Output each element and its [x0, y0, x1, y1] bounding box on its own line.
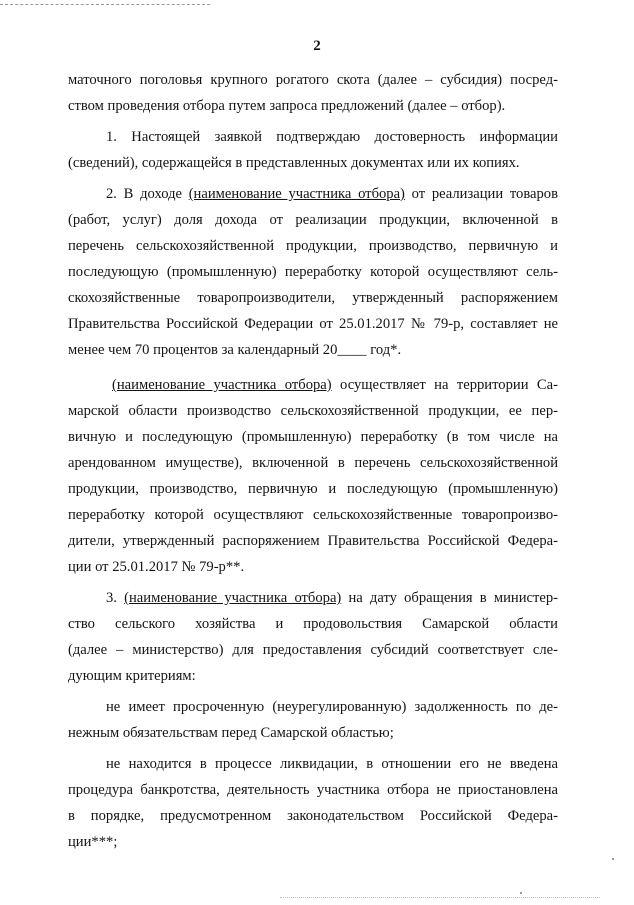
text-line: ством проведения отбора путем запроса предложений (далее – отбор). — [68, 98, 506, 114]
text-line: в порядке, предусмотренном законодательством Российской Федера- — [68, 808, 558, 824]
text-line: Правительства Российской Федерации от 25.01.2017 № 79-р, составляет не — [68, 316, 558, 332]
participant-name-placeholder: (наименование участника отбора) — [124, 590, 342, 606]
text-fragment: осуществляет на территории Са- — [331, 377, 558, 393]
text-line: процедура банкротства, деятельность участника отбора не приостановлена — [68, 782, 558, 798]
text-line: 1. Настоящей заявкой подтверждаю достоверность информации — [106, 129, 558, 145]
paragraph-2 — [68, 181, 558, 363]
text-fragment: на дату обращения в министер- — [341, 590, 559, 606]
text-line: маточного поголовья крупного рогатого скота (далее – субсидия) посред- — [68, 72, 558, 88]
text-line: переработку которой осуществляют сельскохозяйственные товаропроизво- — [68, 507, 558, 523]
page-number: 2 — [313, 38, 321, 54]
text-line: не находится в процессе ликвидации, в отношении его не введена — [106, 756, 558, 772]
text-fragment: 3. — [106, 590, 125, 606]
participant-name-placeholder: (наименование участника отбора) — [188, 186, 405, 202]
text-line: перечень сельскохозяйственной продукции, производство, первичную и — [68, 238, 558, 254]
scan-speck — [520, 892, 522, 894]
text-line: скохозяйственные товаропроизводители, утвержденный распоряжением — [68, 290, 558, 306]
criterion-no-liquidation — [68, 751, 558, 855]
text-fragment: 2. В доходе — [106, 186, 189, 202]
scan-speck — [612, 858, 614, 860]
document-body — [68, 67, 558, 855]
text-line: ство сельского хозяйства и продовольствия Самарской области — [68, 616, 558, 632]
text-line: дующим критериям: — [68, 668, 196, 684]
paragraph-1 — [68, 124, 558, 176]
text-line: (далее – министерство) для предоставления субсидий соответствует сле- — [68, 642, 558, 658]
text-line: ции от 25.01.2017 № 79-р**. — [68, 559, 245, 575]
text-line: последующую (промышленную) переработку которой осуществляют сель- — [68, 264, 558, 280]
scan-edge-line — [0, 4, 210, 6]
text-line: вичную и последующую (промышленную) переработку (в том числе на — [68, 429, 558, 445]
text-line: марской области производство сельскохозяйственной продукции, ее пер- — [68, 403, 558, 419]
text-line: не имеет просроченную (неурегулированную) задолженность по де- — [106, 699, 558, 715]
text-line: ции***; — [68, 834, 118, 850]
paragraph-4 — [68, 585, 558, 689]
text-line: (сведений), содержащейся в представленных документах или их копиях. — [68, 155, 520, 171]
text-line — [68, 181, 558, 207]
text-line: арендованном имуществе), включенной в перечень сельскохозяйственной — [68, 455, 558, 471]
participant-name-placeholder: (наименование участника отбора) — [112, 377, 332, 393]
paragraph-subsidy-continuation — [68, 67, 558, 119]
text-line — [68, 585, 558, 611]
text-line: нежным обязательствам перед Самарской областью; — [68, 725, 394, 741]
text-line — [68, 372, 558, 398]
text-fragment: от реализации товаров — [404, 186, 558, 202]
text-line: продукции, производство, первичную и последующую (промышленную) — [68, 481, 558, 497]
text-line: менее чем 70 процентов за календарный 20____ год*. — [68, 342, 402, 358]
scan-edge-line — [280, 897, 600, 899]
text-line: (работ, услуг) доля дохода от реализации продукции, включенной в — [68, 212, 558, 228]
text-line: дители, утвержденный распоряжением Правительства Российской Федера- — [68, 533, 558, 549]
paragraph-3 — [68, 372, 558, 580]
criterion-no-debt — [68, 694, 558, 746]
